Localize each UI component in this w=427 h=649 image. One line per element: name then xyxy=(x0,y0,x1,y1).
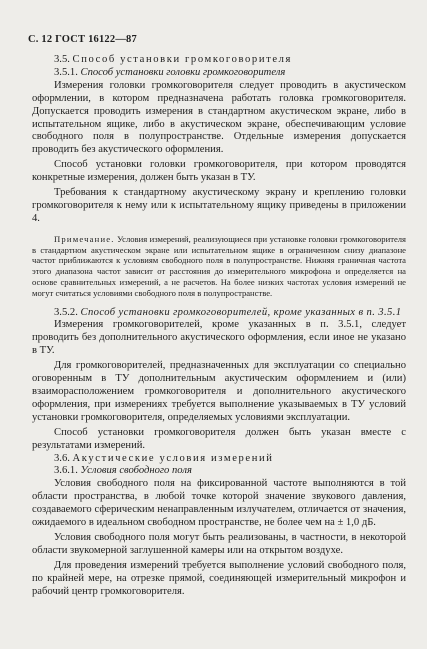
subsection-heading-3-6-1 xyxy=(32,465,406,478)
note-block xyxy=(32,234,406,299)
note-text: Условия измерений, реализующиеся при установке головки громкоговорителя в стандартном акустическом экране или испытательном ящике в ограниченном снизу диапазоне частот приближаются к условиям свободного поля в полупространстве. Нижняя граничная частота этого диапазона частот зависит от расстояния до измерительного микрофона и определяется на основе сравнительных измерений, а не расчетов. На более низких частотах условия измерений не могут считаться условиями свободного поля в полупространстве. xyxy=(32,233,406,298)
document-body xyxy=(32,54,406,599)
subsection-title: Условия свободного поля xyxy=(80,465,192,477)
paragraph: Для громкоговорителей, предназначенных для эксплуатации со специально оговоренным в ТУ дополнительным акустическим оформлением и (или) взаиморасположением громкоговорителя и дополнительного акустического оформления, при измерениях требуется выполнение указываемых в ТУ условий установки громкоговорителя, определяемых условиями эксплуатации. xyxy=(32,360,406,423)
subsection-heading-3-5-1 xyxy=(32,67,406,80)
subsection-title: Способ установки головки громкоговорителя xyxy=(80,66,286,78)
section-title: Акустические условия измерений xyxy=(72,452,274,464)
section-heading-3-5 xyxy=(32,54,406,67)
paragraph: Условия свободного поля могут быть реализованы, в частности, в некоторой области звукомерной заглушенной камеры или на открытом воздухе. xyxy=(32,531,406,556)
page-header: С. 12 ГОСТ 16122—87 xyxy=(28,34,137,45)
paragraph: Условия свободного поля на фиксированной частоте выполняются в той области пространства, в любой точке которой значение звукового давления, создаваемого сферическим ненаправленным излучателем, отличается от значения, ожидаемого в идеальном свободном пространстве, не более чем на ± 1,0 дБ. xyxy=(32,478,406,529)
section-heading-3-6 xyxy=(32,453,406,466)
subsection-number: 3.5.2. xyxy=(54,306,78,318)
note-label: Примечание. xyxy=(54,233,115,244)
subsection-heading-3-5-2 xyxy=(32,307,406,320)
subsection-number: 3.6.1. xyxy=(54,465,78,477)
paragraph: Для проведения измерений требуется выполнение условий свободного поля, по крайней мере, на отрезке прямой, соединяющей измерительный микрофон и рабочий центр громкоговорителя. xyxy=(32,559,406,597)
paragraph: Способ установки громкоговорителя должен быть указан вместе с результатами измерений. xyxy=(32,426,406,451)
paragraph: Измерения головки громкоговорителя следует проводить в акустическом оформлении, в котором предназначена работать головка громкоговорителя. Допускается проводить измерения в стандартном акустическом экране, либо в испытательном ящике, либо в акустическом экране, обеспечивающим условие свободного поля в полупространстве. Отдельные измерения допускается проводить без акустического оформления. xyxy=(32,79,406,156)
section-title: Способ установки громкоговорителя xyxy=(72,54,292,65)
subsection-title: Способ установки громкоговорителей, кроме указанных в п. 3.5.1 xyxy=(80,306,402,318)
paragraph: Измерения громкоговорителей, кроме указанных в п. 3.5.1, следует проводить без дополнительного акустического оформления, если иное не указано в ТУ. xyxy=(32,319,406,357)
section-number: 3.6. xyxy=(54,452,70,464)
subsection-number: 3.5.1. xyxy=(54,66,78,78)
paragraph: Способ установки головки громкоговорителя, при котором проводятся конкретные измерения, должен быть указан в ТУ. xyxy=(32,159,406,184)
section-number: 3.5. xyxy=(54,54,70,65)
paragraph: Требования к стандартному акустическому экрану и креплению головки громкоговорителя к нему или к испытательному ящику приведены в приложении 4. xyxy=(32,187,406,224)
